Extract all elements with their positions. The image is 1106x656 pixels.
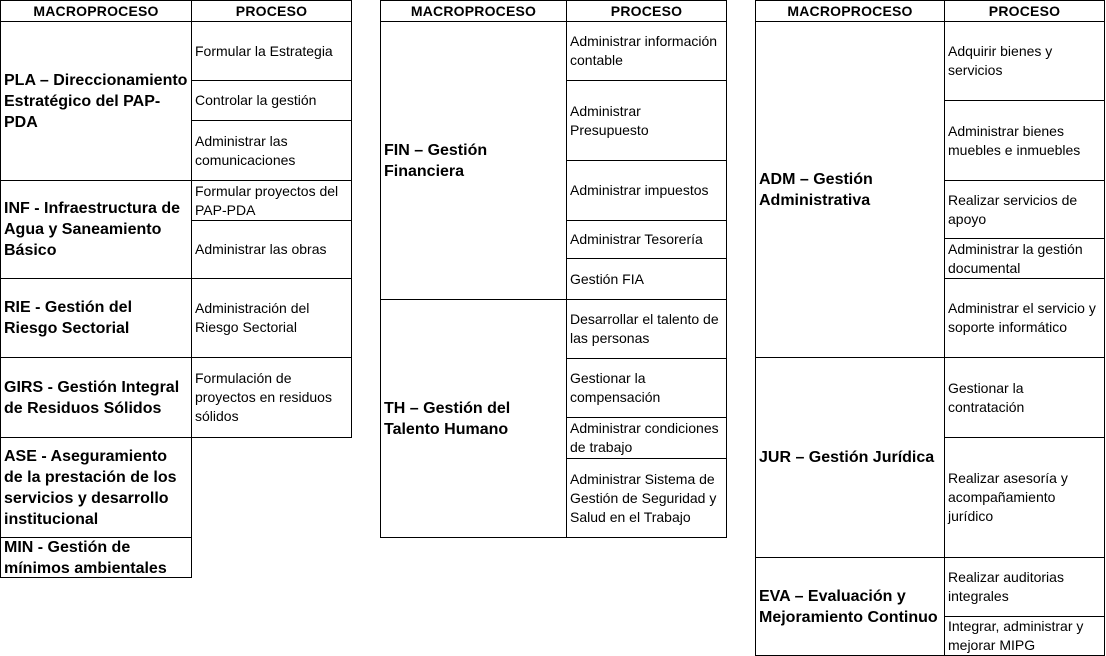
macroproceso-rie: RIE - Gestión del Riesgo Sectorial xyxy=(0,278,192,358)
proceso-cell: Administrar las obras xyxy=(191,220,352,279)
macroproceso-eva: EVA – Evaluación y Mejoramiento Continuo xyxy=(755,557,945,656)
proceso-cell: Administrar bienes muebles e inmuebles xyxy=(944,100,1105,181)
proceso-cell: Controlar la gestión xyxy=(191,80,352,121)
proceso-cell: Administrar Tesorería xyxy=(566,220,727,259)
proceso-cell: Integrar, administrar y mejorar MIPG xyxy=(944,616,1105,656)
header-macroproceso: MACROPROCESO xyxy=(380,0,567,22)
macroproceso-pla: PLA – Direccionamiento Estratégico del PAP-PDA xyxy=(0,21,192,181)
macroproceso-adm: ADM – Gestión Administrativa xyxy=(755,21,945,358)
proceso-cell: Administrar condiciones de trabajo xyxy=(566,417,727,459)
proceso-cell: Administrar las comunicaciones xyxy=(191,120,352,181)
macroproceso-th: TH – Gestión del Talento Humano xyxy=(380,299,567,538)
proceso-cell: Desarrollar el talento de las personas xyxy=(566,299,727,359)
macroproceso-girs: GIRS - Gestión Integral de Residuos Sólidos xyxy=(0,357,192,438)
proceso-cell: Administrar Presupuesto xyxy=(566,80,727,161)
macroproceso-ase: ASE - Aseguramiento de la prestación de los servicios y desarrollo institucional xyxy=(0,437,192,538)
proceso-cell: Gestionar la compensación xyxy=(566,358,727,418)
header-macroproceso: MACROPROCESO xyxy=(0,0,192,22)
proceso-cell: Administrar la gestión documental xyxy=(944,238,1105,279)
proceso-cell: Administrar Sistema de Gestión de Seguridad y Salud en el Trabajo xyxy=(566,458,727,538)
table-1 xyxy=(0,0,352,580)
proceso-cell: Gestión FIA xyxy=(566,258,727,300)
macroproceso-inf: INF - Infraestructura de Agua y Saneamiento Básico xyxy=(0,180,192,279)
table-3 xyxy=(755,0,1106,656)
proceso-cell: Administrar impuestos xyxy=(566,160,727,221)
proceso-cell: Formular proyectos del PAP-PDA xyxy=(191,180,352,221)
proceso-cell: Administración del Riesgo Sectorial xyxy=(191,278,352,358)
proceso-cell: Administrar información contable xyxy=(566,21,727,81)
proceso-cell: Gestionar la contratación xyxy=(944,357,1105,438)
macroproceso-jur: JUR – Gestión Jurídica xyxy=(755,357,945,558)
macroproceso-min: MIN - Gestión de mínimos ambientales xyxy=(0,537,192,578)
proceso-cell: Realizar servicios de apoyo xyxy=(944,180,1105,239)
macroproceso-fin: FIN – Gestión Financiera xyxy=(380,21,567,300)
header-proceso: PROCESO xyxy=(566,0,727,22)
proceso-cell: Administrar el servicio y soporte informático xyxy=(944,278,1105,358)
proceso-cell: Adquirir bienes y servicios xyxy=(944,21,1105,101)
table-2 xyxy=(380,0,727,540)
proceso-cell: Formulación de proyectos en residuos sólidos xyxy=(191,357,352,438)
header-macroproceso: MACROPROCESO xyxy=(755,0,945,22)
proceso-cell: Realizar auditorias integrales xyxy=(944,557,1105,617)
proceso-cell: Realizar asesoría y acompañamiento jurídico xyxy=(944,437,1105,558)
proceso-cell: Formular la Estrategia xyxy=(191,21,352,81)
header-proceso: PROCESO xyxy=(191,0,352,22)
header-proceso: PROCESO xyxy=(944,0,1105,22)
